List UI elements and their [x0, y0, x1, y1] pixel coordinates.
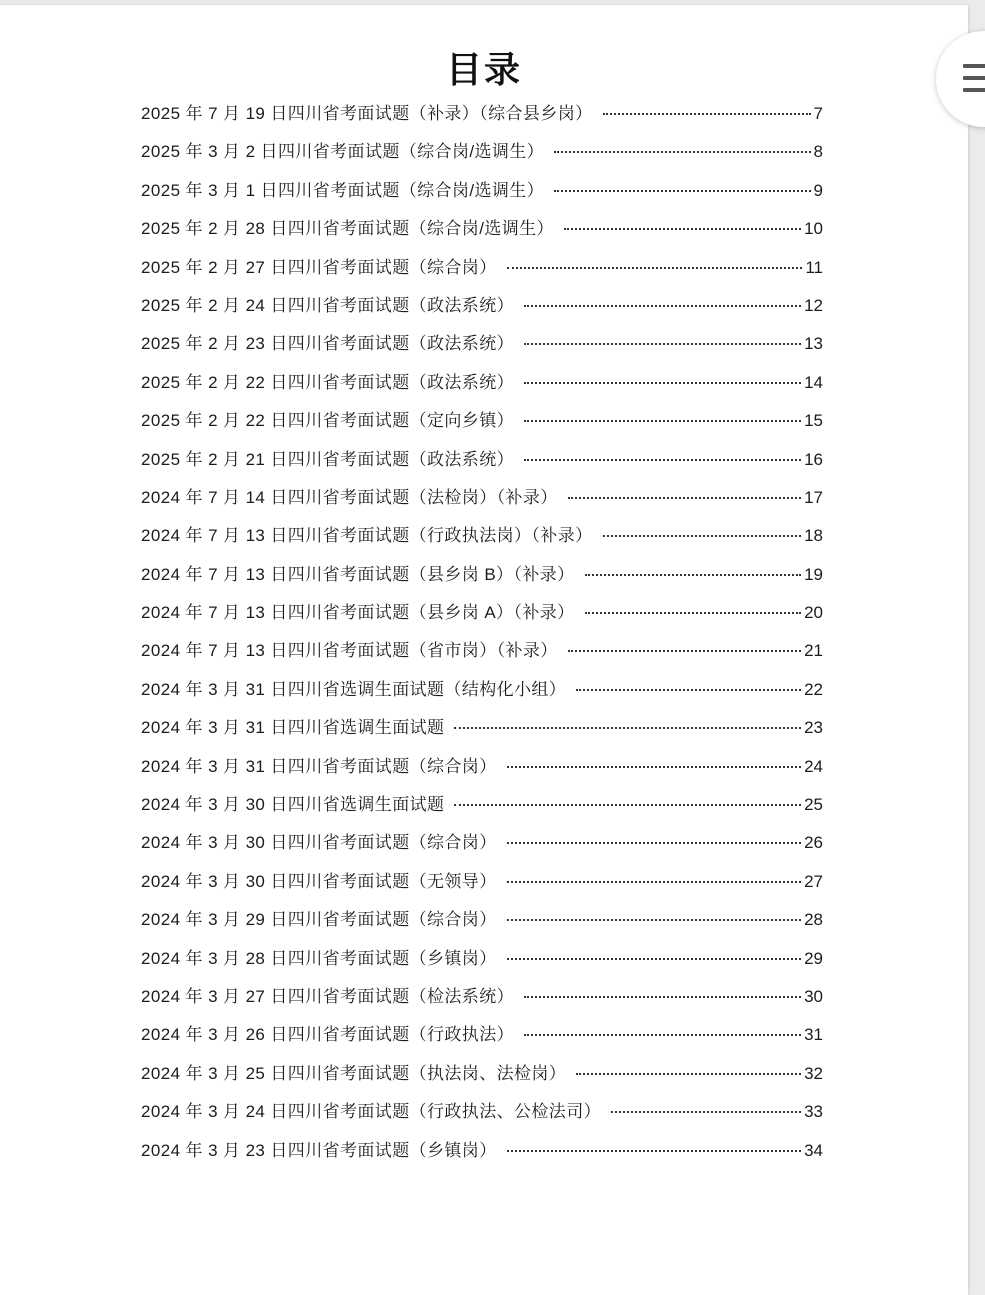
toc-entry-title: 2025 年 3 月 2 日四川省考面试题（综合岗/选调生）	[141, 142, 545, 162]
toc-entry-title: 2025 年 2 月 24 日四川省考面试题（政法系统）	[141, 295, 514, 315]
toc-entry[interactable]	[141, 636, 823, 674]
toc-entry-title: 2025 年 2 月 21 日四川省考面试题（政法系统）	[141, 449, 514, 469]
toc-entry-page-number: 13	[804, 334, 823, 354]
toc-entry[interactable]	[141, 291, 823, 329]
toc-entry-title: 2025 年 2 月 28 日四川省考面试题（综合岗/选调生）	[141, 219, 554, 239]
dot-leader	[603, 113, 811, 115]
dot-leader	[568, 650, 801, 652]
toc-entry[interactable]	[141, 905, 823, 943]
toc-entry-title: 2024 年 3 月 26 日四川省考面试题（行政执法）	[141, 1025, 514, 1045]
toc-entry-page-number: 18	[804, 526, 823, 546]
toc-entry-title: 2024 年 7 月 13 日四川省考面试题（行政执法岗）（补录）	[141, 526, 593, 546]
toc-entry-page-number: 15	[804, 411, 823, 431]
dot-leader	[576, 689, 801, 691]
dot-leader	[507, 881, 801, 883]
toc-entry-page-number: 14	[804, 372, 823, 392]
toc-entry[interactable]	[141, 752, 823, 790]
toc-entry-page-number: 24	[804, 756, 823, 776]
dot-leader	[585, 612, 802, 614]
toc-entry-title: 2024 年 3 月 31 日四川省选调生面试题	[141, 718, 445, 738]
toc-entry[interactable]	[141, 1097, 823, 1135]
toc-entry[interactable]	[141, 1059, 823, 1097]
dot-leader	[568, 497, 801, 499]
toc-entry[interactable]	[141, 944, 823, 982]
toc-entry-title: 2024 年 3 月 31 日四川省考面试题（综合岗）	[141, 756, 497, 776]
dot-leader	[554, 190, 810, 192]
toc-entry[interactable]	[141, 329, 823, 367]
toc-entry-page-number: 29	[804, 948, 823, 968]
toc-entry-page-number: 20	[804, 603, 823, 623]
toc-list	[141, 99, 823, 1174]
toc-entry-page-number: 34	[804, 1140, 823, 1160]
toc-entry-page-number: 22	[804, 679, 823, 699]
toc-entry-page-number: 17	[804, 487, 823, 507]
toc-entry-title: 2024 年 3 月 30 日四川省考面试题（无领导）	[141, 871, 497, 891]
toc-entry[interactable]	[141, 99, 823, 137]
toc-entry-title: 2025 年 3 月 1 日四川省考面试题（综合岗/选调生）	[141, 180, 545, 200]
dot-leader	[454, 727, 801, 729]
toc-entry-page-number: 7	[813, 104, 823, 123]
toc-entry-page-number: 32	[804, 1063, 823, 1083]
toc-entry[interactable]	[141, 406, 823, 444]
toc-entry-page-number: 12	[804, 295, 823, 315]
toc-entry[interactable]	[141, 137, 823, 175]
toc-entry-title: 2024 年 3 月 27 日四川省考面试题（检法系统）	[141, 986, 514, 1006]
toc-entry-title: 2024 年 3 月 29 日四川省考面试题（综合岗）	[141, 910, 497, 930]
toc-entry[interactable]	[141, 1020, 823, 1058]
dot-leader	[524, 1034, 801, 1036]
toc-entry[interactable]	[141, 1136, 823, 1174]
toc-entry[interactable]	[141, 368, 823, 406]
dot-leader	[507, 1150, 801, 1152]
dot-leader	[454, 804, 801, 806]
dot-leader	[524, 343, 801, 345]
toc-entry-title: 2024 年 3 月 24 日四川省考面试题（行政执法、公检法司）	[141, 1102, 601, 1122]
toc-entry-title: 2025 年 2 月 22 日四川省考面试题（政法系统）	[141, 372, 514, 392]
toc-entry-title: 2025 年 2 月 27 日四川省考面试题（综合岗）	[141, 257, 497, 277]
toc-entry[interactable]	[141, 828, 823, 866]
toc-entry-page-number: 23	[804, 718, 823, 738]
toc-entry[interactable]	[141, 560, 823, 598]
toc-entry-title: 2024 年 3 月 30 日四川省选调生面试题	[141, 795, 445, 815]
toc-entry-title: 2024 年 7 月 13 日四川省考面试题（县乡岗 B）（补录）	[141, 564, 575, 584]
toc-entry[interactable]	[141, 445, 823, 483]
dot-leader	[507, 267, 803, 269]
dot-leader	[507, 842, 801, 844]
toc-entry[interactable]	[141, 214, 823, 252]
toc-entry-title: 2024 年 3 月 31 日四川省选调生面试题（结构化小组）	[141, 679, 567, 699]
toc-entry-page-number: 26	[804, 833, 823, 853]
toc-entry-title: 2024 年 3 月 23 日四川省考面试题（乡镇岗）	[141, 1140, 497, 1160]
dot-leader	[507, 766, 801, 768]
toc-entry-title: 2024 年 7 月 13 日四川省考面试题（县乡岗 A）（补录）	[141, 603, 575, 623]
dot-leader	[524, 996, 801, 998]
toc-entry-page-number: 10	[804, 219, 823, 239]
toc-entry-title: 2025 年 7 月 19 日四川省考面试题（补录）（综合县乡岗）	[141, 104, 593, 123]
toc-entry-title: 2024 年 3 月 30 日四川省考面试题（综合岗）	[141, 833, 497, 853]
toc-entry-page-number: 16	[804, 449, 823, 469]
toc-entry[interactable]	[141, 521, 823, 559]
toc-entry[interactable]	[141, 598, 823, 636]
toc-entry[interactable]	[141, 790, 823, 828]
dot-leader	[554, 151, 810, 153]
toc-entry[interactable]	[141, 483, 823, 521]
toc-entry[interactable]	[141, 982, 823, 1020]
menu-icon	[963, 64, 985, 100]
toc-entry-page-number: 30	[804, 986, 823, 1006]
document-page	[0, 5, 968, 1295]
dot-leader	[564, 228, 801, 230]
toc-entry-title: 2025 年 2 月 22 日四川省考面试题（定向乡镇）	[141, 411, 514, 431]
toc-entry[interactable]	[141, 176, 823, 214]
toc-entry-page-number: 19	[804, 564, 823, 584]
toc-entry-page-number: 31	[804, 1025, 823, 1045]
toc-entry-title: 2024 年 7 月 14 日四川省考面试题（法检岗）（补录）	[141, 487, 558, 507]
dot-leader	[524, 382, 801, 384]
toc-entry-title: 2024 年 3 月 28 日四川省考面试题（乡镇岗）	[141, 948, 497, 968]
toc-entry-page-number: 9	[813, 180, 823, 200]
toc-entry-page-number: 27	[804, 871, 823, 891]
toc-entry[interactable]	[141, 253, 823, 291]
dot-leader	[576, 1073, 801, 1075]
toc-title: 目录	[445, 49, 522, 91]
dot-leader	[611, 1111, 801, 1113]
toc-entry-title: 2025 年 2 月 23 日四川省考面试题（政法系统）	[141, 334, 514, 354]
dot-leader	[524, 420, 801, 422]
toc-entry-page-number: 8	[813, 142, 823, 162]
toc-entry-page-number: 28	[804, 910, 823, 930]
toc-entry-title: 2024 年 3 月 25 日四川省考面试题（执法岗、法检岗）	[141, 1063, 567, 1083]
dot-leader	[603, 535, 802, 537]
toc-entry-title: 2024 年 7 月 13 日四川省考面试题（省市岗）（补录）	[141, 641, 558, 661]
dot-leader	[507, 919, 801, 921]
toc-entry[interactable]	[141, 867, 823, 905]
toc-entry-page-number: 25	[804, 795, 823, 815]
toc-entry-page-number: 11	[805, 257, 823, 277]
toc-entry-page-number: 33	[804, 1102, 823, 1122]
dot-leader	[507, 958, 801, 960]
toc-entry-page-number: 21	[804, 641, 823, 661]
dot-leader	[524, 305, 801, 307]
dot-leader	[524, 459, 801, 461]
toc-entry[interactable]	[141, 675, 823, 713]
toc-entry[interactable]	[141, 713, 823, 751]
dot-leader	[585, 574, 802, 576]
